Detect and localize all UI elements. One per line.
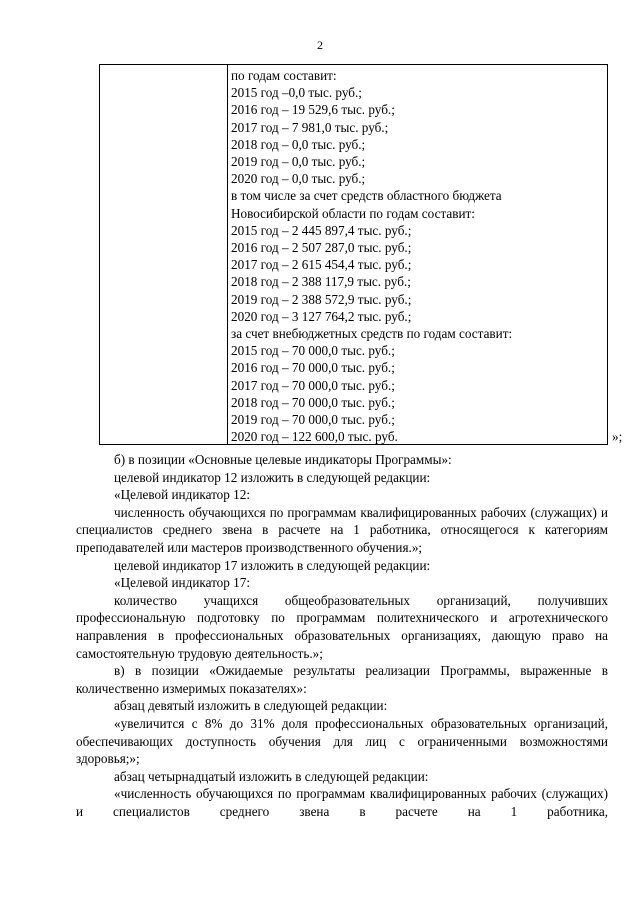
document-body — [76, 451, 608, 820]
paragraph: «Целевой индикатор 17: — [114, 575, 251, 591]
paragraph: «численность обучающихся по программам квалифицированных рабочих (служащих) и специалистов среднего звена в расчете на 1 работника, — [76, 786, 608, 819]
table-column-divider — [227, 65, 228, 444]
page-number: 2 — [317, 38, 323, 52]
paragraph: количество учащихся общеобразовательных организаций, получивших профессиональную подготовку по программам политехнического и агротехнического направления в профессиональных образовательных организациях, дающую право на самостоятельную трудовую деятельность.»; — [76, 592, 608, 661]
table-line: 2019 год – 0,0 тыс. руб.; — [231, 154, 366, 170]
table-line: 2017 год – 2 615 454,4 тыс. руб.; — [231, 257, 412, 273]
table-line: по годам составит: — [231, 68, 337, 83]
paragraph: в) в позиции «Ожидаемые результаты реализации Программы, выраженные в количественно измеримых показателях»: — [76, 663, 608, 696]
table-line: 2016 год – 2 507 287,0 тыс. руб.; — [231, 240, 412, 256]
paragraph: абзац четырнадцатый изложить в следующей редакции: — [114, 768, 429, 784]
paragraph: целевой индикатор 12 изложить в следующей редакции: — [114, 469, 431, 485]
table-line: 2018 год – 0,0 тыс. руб.; — [231, 136, 366, 152]
table-line: 2015 год – 70 000,0 тыс. руб.; — [231, 343, 395, 359]
paragraph: численность обучающихся по программам квалифицированных рабочих (служащих) и специалистов среднего звена в расчете на 1 работника, относящегося к категориям преподавателей или мастеров производственного обучения.»; — [76, 504, 608, 555]
paragraph: б) в позиции «Основные целевые индикаторы Программы»: — [114, 452, 452, 467]
paragraph: целевой индикатор 17 изложить в следующей редакции: — [114, 557, 431, 573]
table-line: 2017 год – 7 981,0 тыс. руб.; — [231, 119, 389, 135]
table-line: 2015 год –0,0 тыс. руб.; — [231, 85, 362, 101]
table-line: 2016 год – 19 529,6 тыс. руб.; — [231, 102, 395, 118]
table-line: 2020 год – 3 127 764,2 тыс. руб.; — [231, 308, 412, 324]
table-line: 2019 год – 70 000,0 тыс. руб.; — [231, 412, 395, 428]
paragraph: «Целевой индикатор 12: — [114, 487, 251, 503]
paragraph: абзац девятый изложить в следующей редакции: — [114, 698, 388, 714]
table-line: 2017 год – 70 000,0 тыс. руб.; — [231, 377, 395, 393]
table-line: 2018 год – 2 388 117,9 тыс. руб.; — [231, 274, 411, 290]
table-line: 2019 год – 2 388 572,9 тыс. руб.; — [231, 291, 412, 307]
table-closing-quote: »; — [612, 429, 623, 444]
table-line: 2015 год – 2 445 897,4 тыс. руб.; — [231, 222, 412, 238]
funding-table — [99, 64, 608, 445]
funding-table-cell — [231, 67, 603, 445]
table-line: за счет внебюджетных средств по годам составит: — [231, 326, 513, 342]
table-line: 2020 год – 0,0 тыс. руб.; — [231, 171, 366, 187]
table-line: Новосибирской области по годам составит: — [231, 205, 475, 221]
table-line: в том числе за счет средств областного бюджета — [231, 188, 502, 204]
table-line: 2016 год – 70 000,0 тыс. руб.; — [231, 360, 395, 376]
paragraph: «увеличится с 8% до 31% доля профессиональных образовательных организаций, обеспечивающих доступность обучения для лиц с ограниченными возможностями здоровья;»; — [76, 715, 608, 767]
table-line: 2020 год – 122 600,0 тыс. руб. — [231, 429, 398, 445]
table-line: 2018 год – 70 000,0 тыс. руб.; — [231, 394, 395, 410]
